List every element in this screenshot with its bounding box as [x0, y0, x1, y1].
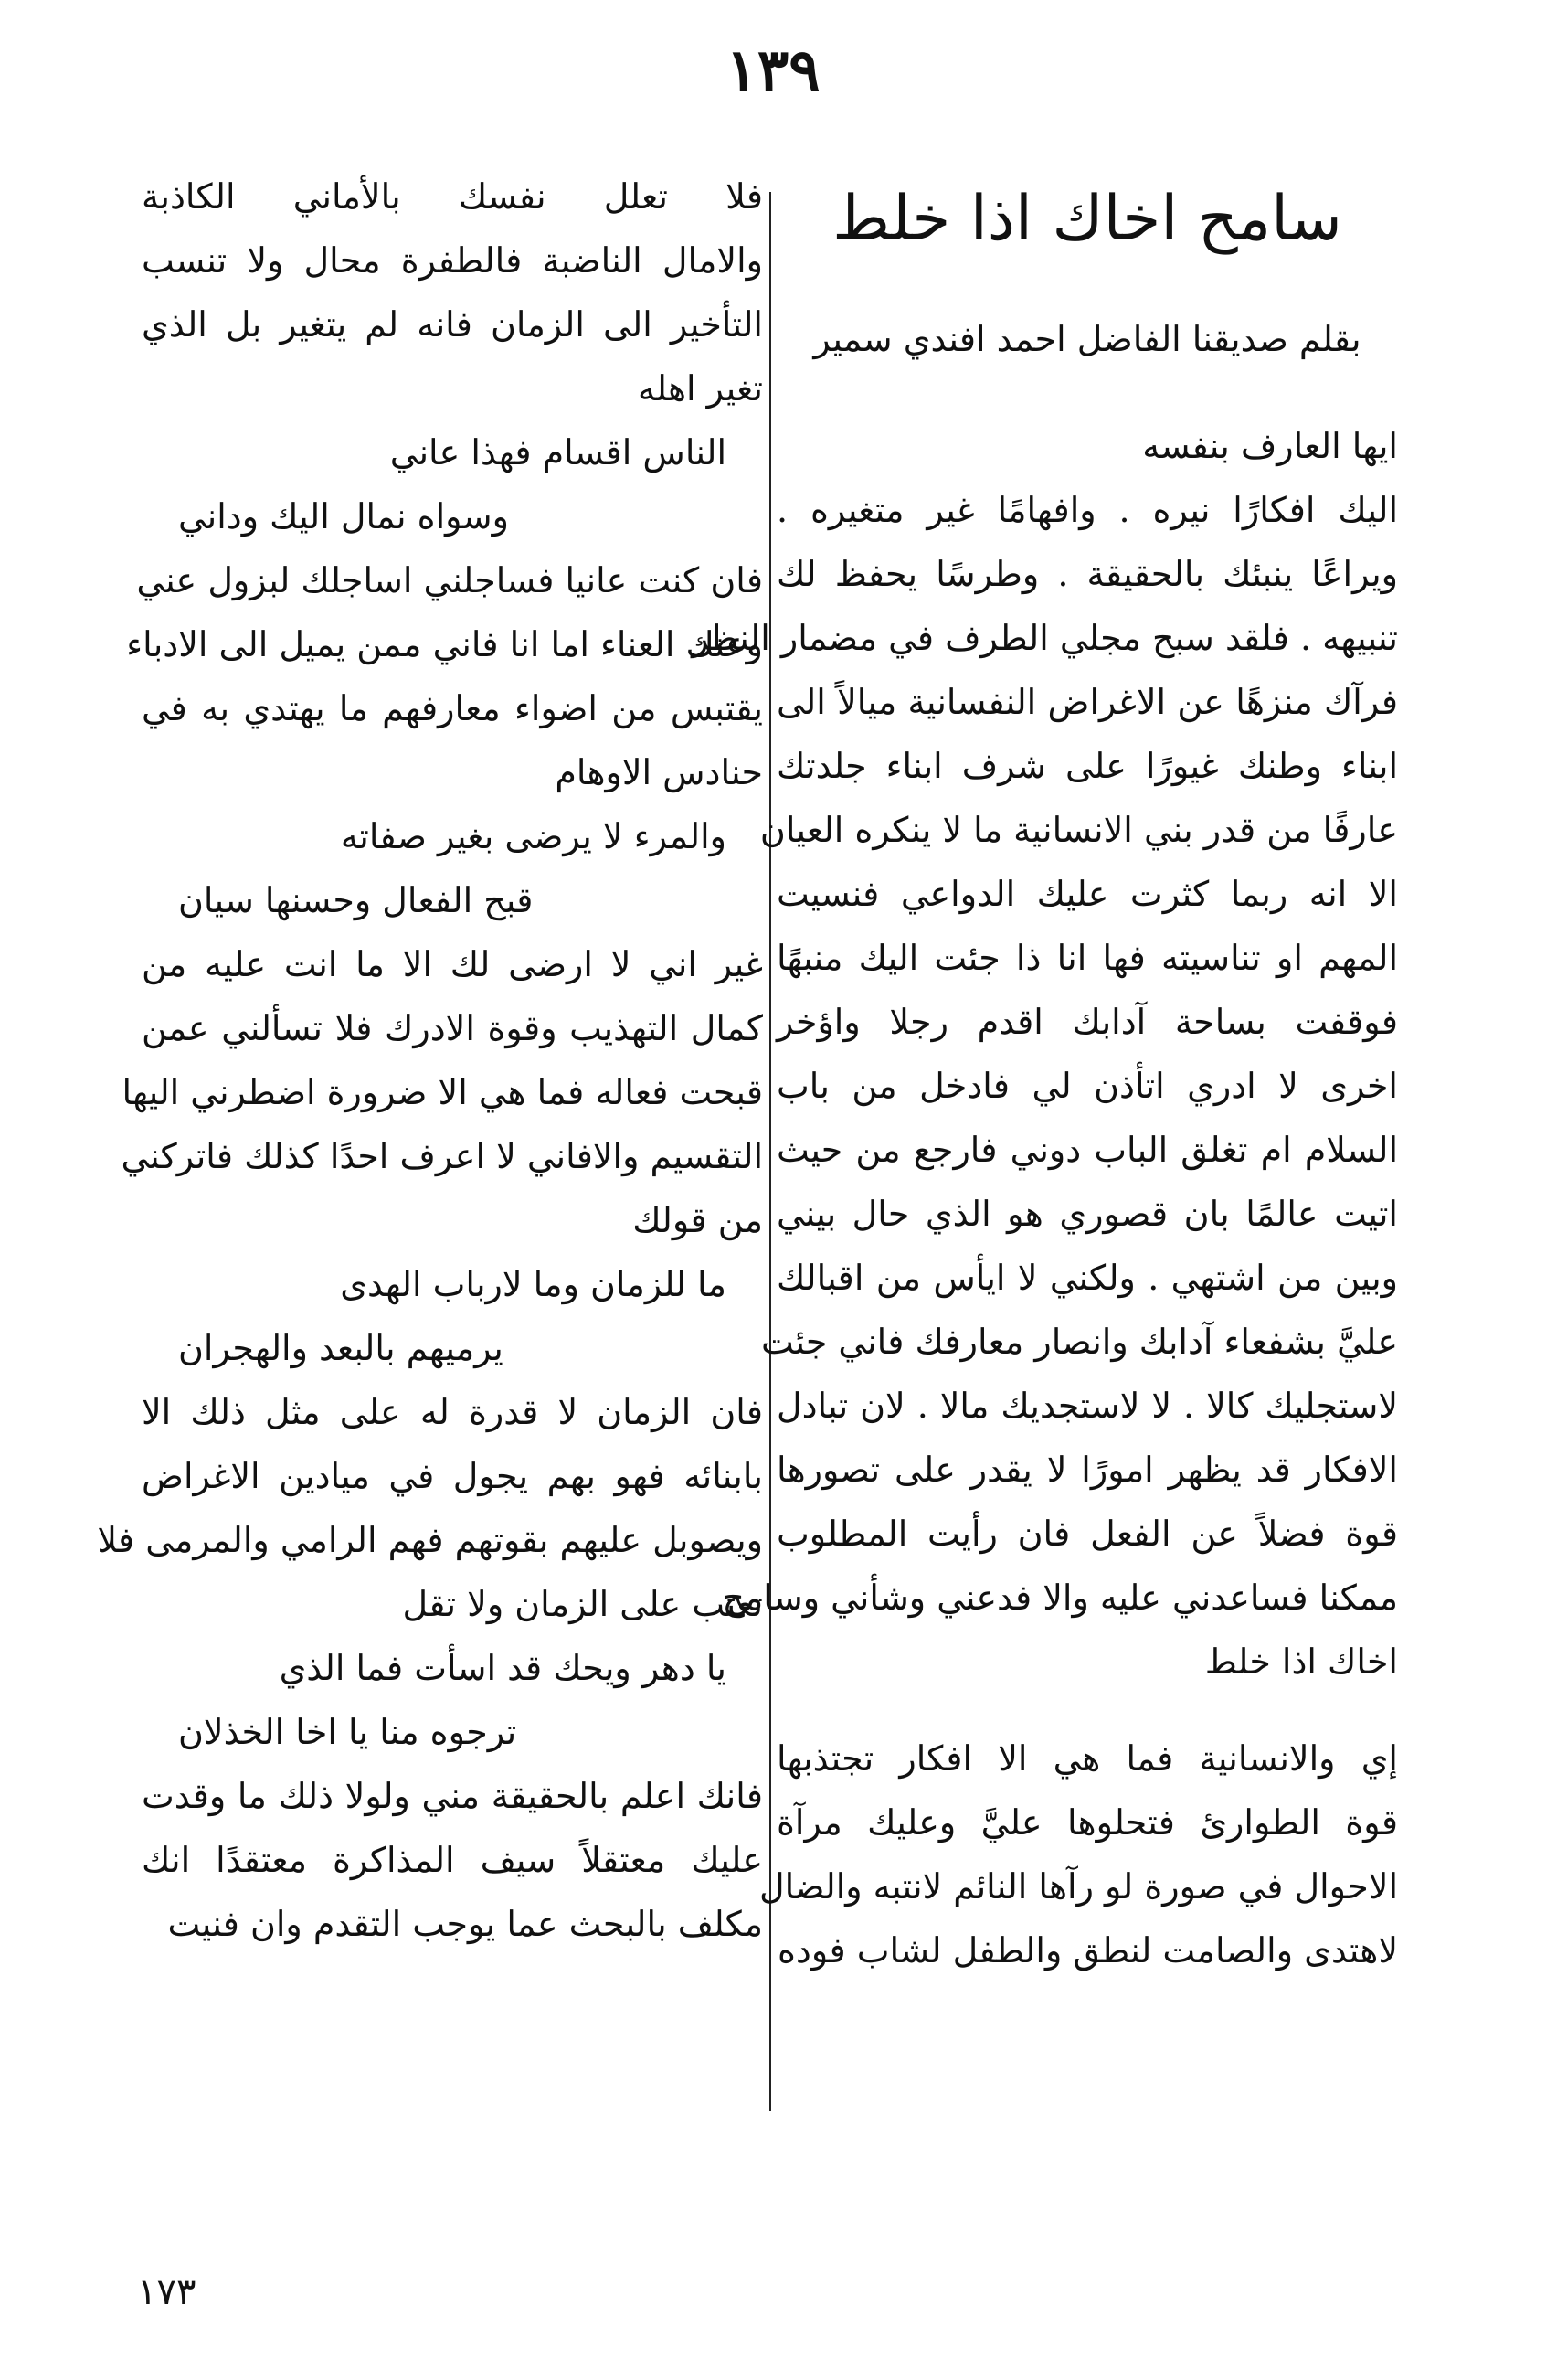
text-line: الافكار قد يظهر امورًا لا يقدر على تصورها — [777, 1450, 1398, 1490]
text-line: فرآك منزهًا عن الاغراض النفسانية ميالاً الى — [777, 682, 1398, 722]
text-line: عليَّ بشفعاء آدابك وانصار معارفك فاني جئت — [761, 1322, 1398, 1362]
text-line: التقسيم والافاني لا اعرف احدًا كذلك فاتركني — [121, 1136, 763, 1176]
text-line: اخرى لا ادري اتأذن لي فادخل من باب — [777, 1066, 1398, 1106]
article-title: سامح اخاك اذا خلط — [832, 183, 1342, 255]
text-line: من قولك — [632, 1200, 763, 1240]
text-line: يقتبس من اضواء معارفهم ما يهتدي به في — [142, 688, 763, 728]
text-line: ويصوبل عليهم بقوتهم فهم الرامي والمرمى فلا — [97, 1520, 763, 1560]
verse-line: الناس اقسام فهذا عاني — [389, 432, 726, 473]
text-line: عارفًا من قدر بني الانسانية ما لا ينكره العيان — [759, 810, 1398, 850]
text-line: مكلف بالبحث عما يوجب التقدم وان فنيت — [167, 1904, 763, 1944]
column-divider — [769, 192, 771, 2111]
signature-number: ١٧٣ — [137, 2271, 196, 2313]
text-line: فوقفت بساحة آدابك اقدم رجلا واؤخر — [777, 1002, 1398, 1042]
text-line: وبين من اشتهي . ولكني لا ايأس من اقبالك — [777, 1258, 1398, 1298]
text-line: بابنائه فهو بهم يجول في ميادين الاغراض — [142, 1456, 763, 1496]
verse-line: ترجوه منا يا اخا الخذلان — [178, 1712, 517, 1752]
text-line: فلا تعلل نفسك بالأماني الكاذبة — [142, 176, 763, 217]
verse-line: يا دهر ويحك قد اسأت فما الذي — [279, 1648, 726, 1688]
text-line: لاهتدى والصامت لنطق والطفل لشاب فوده — [778, 1930, 1398, 1971]
article-byline: بقلم صديقنا الفاضل احمد افندي سمير — [813, 319, 1361, 359]
text-line: اليك افكارًا نيره . وافهامًا غير متغيره . — [777, 490, 1398, 530]
text-line: اخاك اذا خلط — [1204, 1642, 1398, 1682]
text-line: وعنك العناء اما انا فاني ممن يميل الى الادباء — [126, 624, 763, 664]
text-line: ويراعًا ينبئك بالحقيقة . وطرسًا يحفظ لك — [777, 554, 1398, 594]
text-line: اتيت عالمًا بان قصوري هو الذي حال بيني — [777, 1194, 1398, 1234]
text-line: الا انه ربما كثرت عليك الدواعي فنسيت — [777, 874, 1398, 914]
verse-line: والمرء لا يرضى بغير صفاته — [340, 816, 726, 856]
left-column — [97, 165, 763, 1956]
text-line: كمال التهذيب وقوة الادرك فلا تسألني عمن — [142, 1008, 763, 1048]
verse-line: يرميهم بالبعد والهجران — [178, 1328, 503, 1368]
text-line: قوة فضلاً عن الفعل فان رأيت المطلوب — [777, 1514, 1398, 1554]
text-line: الاحوال في صورة لو رآها النائم لانتبه والضال — [758, 1866, 1398, 1907]
verse-line: قبح الفعال وحسنها سيان — [178, 880, 534, 920]
text-line: والامال الناضبة فالطفرة محال ولا تنسب — [142, 240, 763, 281]
text-line: قبحت فعاله فما هي الا ضرورة اضطرني اليها — [122, 1072, 763, 1112]
text-line: تنبيهه . فلقد سبح مجلي الطرف في مضمار النظر — [692, 618, 1398, 658]
text-line: عليك معتقلاً سيف المذاكرة معتقدًا انك — [142, 1840, 763, 1880]
text-line: تغير اهله — [638, 368, 763, 409]
text-line: السلام ام تغلق الباب دوني فارجع من حيث — [777, 1130, 1398, 1170]
text-line: المهم او تناسيته فها انا ذا جئت اليك منبهًا — [777, 938, 1398, 978]
text-line: ممكنا فساعدني عليه والا فدعني وشأني وسامح — [722, 1578, 1398, 1618]
article-intro: ايها العارف بنفسه — [1142, 426, 1398, 466]
text-line: تعتب على الزمان ولا تقل — [402, 1584, 763, 1624]
text-line: قوة الطوارئ فتحلوها عليَّ وعليك مرآة — [777, 1802, 1398, 1843]
text-line: لاستجليك كالا . لا لاستجديك مالا . لان تبادل — [777, 1386, 1398, 1426]
verse-line: ما للزمان وما لارباب الهدى — [340, 1264, 726, 1304]
text-line: حنادس الاوهام — [555, 752, 763, 792]
text-line: فانك اعلم بالحقيقة مني ولولا ذلك ما وقدت — [142, 1776, 763, 1816]
text-line: إي والانسانية فما هي الا افكار تجتذبها — [777, 1738, 1398, 1779]
text-line: فان كنت عانيا فساجلني اساجلك لبزول عني — [136, 560, 763, 600]
text-line: فان الزمان لا قدرة له على مثل ذلك الا — [142, 1392, 763, 1432]
verse-line: وسواه نمال اليك وداني — [178, 496, 509, 537]
text-line: ابناء وطنك غيورًا على شرف ابناء جلدتك — [777, 746, 1398, 786]
page-number: ١٣٩ — [725, 37, 821, 105]
text-line: غير اني لا ارضى لك الا ما انت عليه من — [142, 944, 763, 984]
text-line: التأخير الى الزمان فانه لم يتغير بل الذي — [142, 304, 763, 345]
